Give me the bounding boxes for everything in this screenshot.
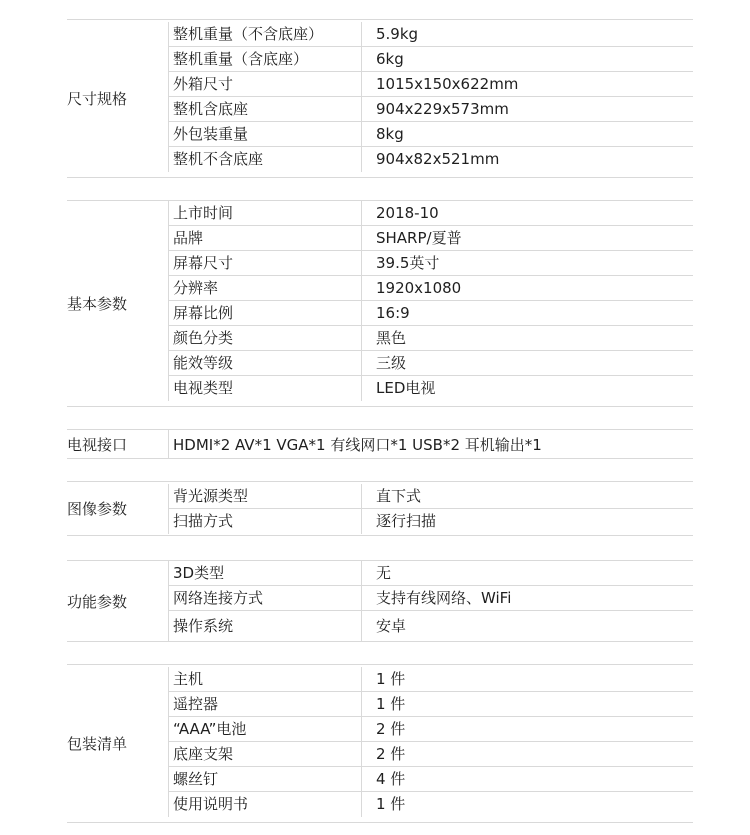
spec-key: 扫描方式 (169, 509, 362, 534)
spec-value: SHARP/夏普 (376, 229, 462, 247)
spec-value: 直下式 (376, 487, 422, 505)
spec-key: 品牌 (169, 226, 362, 250)
spec-value: 安卓 (376, 617, 407, 635)
spec-value: 2 件 (376, 720, 406, 738)
spec-row (169, 667, 693, 692)
spec-key: “AAA”电池 (169, 717, 362, 741)
spec-key: 屏幕尺寸 (169, 251, 362, 275)
spec-row (169, 201, 693, 226)
section-basic-params (67, 200, 693, 407)
spec-key: 操作系统 (169, 611, 362, 641)
spec-value: 1 件 (376, 695, 406, 713)
spec-key: 遥控器 (169, 692, 362, 716)
interface-value: HDMI*2 AV*1 VGA*1 有线网口*1 USB*2 耳机输出*1 (168, 430, 693, 458)
spec-key: 主机 (169, 667, 362, 691)
spec-row (169, 351, 693, 376)
spec-row (169, 226, 693, 251)
spec-row (169, 326, 693, 351)
spec-key: 外包装重量 (169, 122, 362, 146)
spec-row (169, 586, 693, 611)
spec-key: 分辨率 (169, 276, 362, 300)
spec-row (169, 97, 693, 122)
spec-row (169, 792, 693, 817)
spec-value: 1 件 (376, 795, 406, 813)
spec-row (169, 122, 693, 147)
section-size-specs (67, 19, 693, 178)
spec-rows (168, 667, 693, 817)
section-label: 电视接口 (67, 435, 128, 454)
section-function-params (67, 560, 693, 642)
section-image-params (67, 481, 693, 536)
spec-key: 使用说明书 (169, 792, 362, 817)
spec-value: 6kg (376, 50, 404, 68)
spec-key: 网络连接方式 (169, 586, 362, 610)
spec-row (169, 692, 693, 717)
spec-value: 16:9 (376, 304, 410, 322)
section-label: 功能参数 (67, 592, 128, 611)
section-label: 图像参数 (67, 500, 128, 518)
spec-row (169, 611, 693, 641)
spec-rows (168, 561, 693, 641)
spec-row (169, 251, 693, 276)
spec-value: LED电视 (376, 379, 436, 397)
spec-value: 逐行扫描 (376, 512, 437, 530)
spec-key: 整机重量（不含底座） (169, 22, 362, 46)
spec-key: 能效等级 (169, 351, 362, 375)
section-tv-interface (67, 429, 693, 459)
spec-row (169, 717, 693, 742)
spec-rows (168, 484, 693, 534)
spec-key: 电视类型 (169, 376, 362, 401)
spec-rows (168, 22, 693, 172)
spec-key: 屏幕比例 (169, 301, 362, 325)
spec-value: 1920x1080 (376, 279, 462, 297)
spec-key: 3D类型 (169, 561, 362, 585)
spec-key: 螺丝钉 (169, 767, 362, 791)
spec-value: 2018-10 (376, 204, 439, 222)
spec-value: 904x229x573mm (376, 100, 509, 118)
spec-row (169, 147, 693, 172)
spec-value: 三级 (376, 354, 407, 372)
spec-key: 外箱尺寸 (169, 72, 362, 96)
spec-key: 背光源类型 (169, 484, 362, 508)
spec-row (169, 484, 693, 509)
spec-value: 5.9kg (376, 25, 419, 43)
spec-value: 1 件 (376, 670, 406, 688)
section-label: 包装清单 (67, 735, 128, 753)
spec-rows (168, 201, 693, 401)
spec-key: 整机重量（含底座） (169, 47, 362, 71)
spec-value: 904x82x521mm (376, 150, 500, 168)
spec-row (169, 561, 693, 586)
spec-row (169, 509, 693, 534)
spec-row (169, 376, 693, 401)
spec-row (169, 47, 693, 72)
spec-row (169, 276, 693, 301)
spec-value: 1015x150x622mm (376, 75, 519, 93)
spec-key: 上市时间 (169, 201, 362, 225)
spec-value: 黑色 (376, 329, 407, 347)
spec-value: 支持有线网络、WiFi (376, 589, 512, 607)
section-package-list (67, 664, 693, 823)
spec-value: 2 件 (376, 745, 406, 763)
spec-key: 整机含底座 (169, 97, 362, 121)
spec-value: 无 (376, 564, 392, 582)
spec-value: 4 件 (376, 770, 406, 788)
section-label: 尺寸规格 (67, 90, 128, 108)
spec-row (169, 301, 693, 326)
spec-row (169, 72, 693, 97)
section-label: 基本参数 (67, 295, 128, 313)
spec-row (169, 22, 693, 47)
spec-value: 8kg (376, 125, 404, 143)
spec-key: 整机不含底座 (169, 147, 362, 172)
spec-row (169, 742, 693, 767)
spec-value: 39.5英寸 (376, 254, 440, 272)
spec-key: 颜色分类 (169, 326, 362, 350)
spec-key: 底座支架 (169, 742, 362, 766)
spec-row (169, 767, 693, 792)
